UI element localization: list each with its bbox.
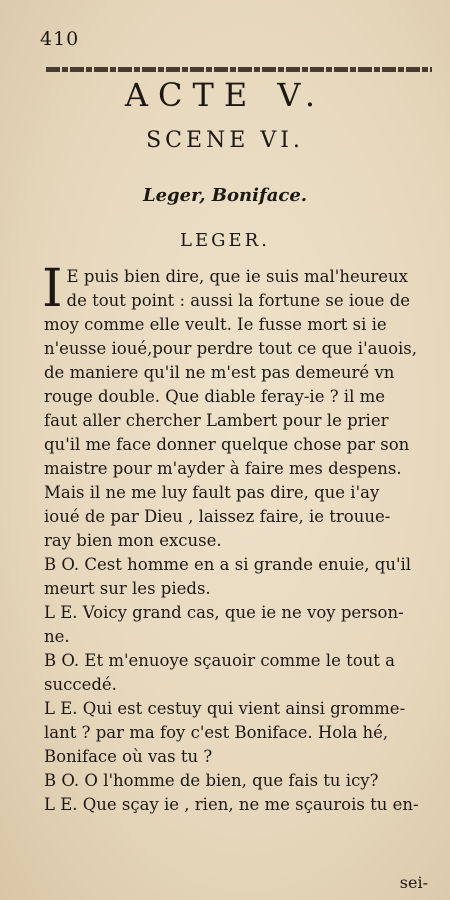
text-line: faut aller chercher Lambert pour le prier — [44, 411, 389, 430]
drop-cap: I — [42, 259, 63, 319]
text-line: de tout point : aussi la fortune se ioue de — [66, 291, 411, 310]
text-line: n'eusse ioué,pour perdre tout ce que i'auois, — [44, 339, 417, 358]
speech-line: B O. Et m'enuoye sçauoir comme le tout a — [44, 651, 395, 670]
text-line: E puis bien dire, que ie suis mal'heureux — [66, 267, 408, 286]
speech-line: B O. O l'homme de bien, que fais tu icy? — [44, 771, 379, 790]
text-line: succedé. — [44, 675, 117, 694]
text-line: Mais il ne me luy fault pas dire, que i'ay — [44, 483, 380, 502]
text-line: moy comme elle veult. Ie fusse mort si ie — [44, 315, 387, 334]
dialogue-text — [42, 259, 430, 817]
text-line: Boniface où vas tu ? — [44, 747, 213, 766]
speaker-heading: LEGER. — [180, 230, 270, 251]
speech-line: L E. Qui est cestuy qui vient ainsi gromme- — [44, 699, 406, 718]
text-line: ne. — [44, 627, 70, 646]
characters-list: Leger, Boniface. — [142, 185, 308, 206]
text-line: de maniere qu'il ne m'est pas demeuré vn — [44, 363, 395, 382]
text-line: ioué de par Dieu , laissez faire, ie trouue- — [44, 507, 391, 526]
speech-line: L E. Voicy grand cas, que ie ne voy person- — [44, 603, 404, 622]
speech-line: B O. Cest homme en a si grande enuie, qu'il — [44, 555, 412, 574]
text-line: lant ? par ma foy c'est Boniface. Hola hé, — [44, 723, 389, 742]
scene-heading: SCENE VI. — [146, 128, 304, 153]
page-number: 410 — [40, 28, 80, 50]
text-line: qu'il me face donner quelque chose par son — [44, 435, 410, 454]
text-line: meurt sur les pieds. — [44, 579, 211, 598]
text-line: ray bien mon excuse. — [44, 531, 222, 550]
text-line: rouge double. Que diable feray-ie ? il me — [44, 387, 386, 406]
text-line: maistre pour m'ayder à faire mes despens. — [44, 459, 402, 478]
header-rule — [46, 67, 432, 72]
catchword: sei- — [399, 873, 428, 892]
act-heading: ACTE V. — [124, 76, 326, 114]
speech-line: L E. Que sçay ie , rien, ne me sçaurois tu en- — [44, 795, 419, 814]
